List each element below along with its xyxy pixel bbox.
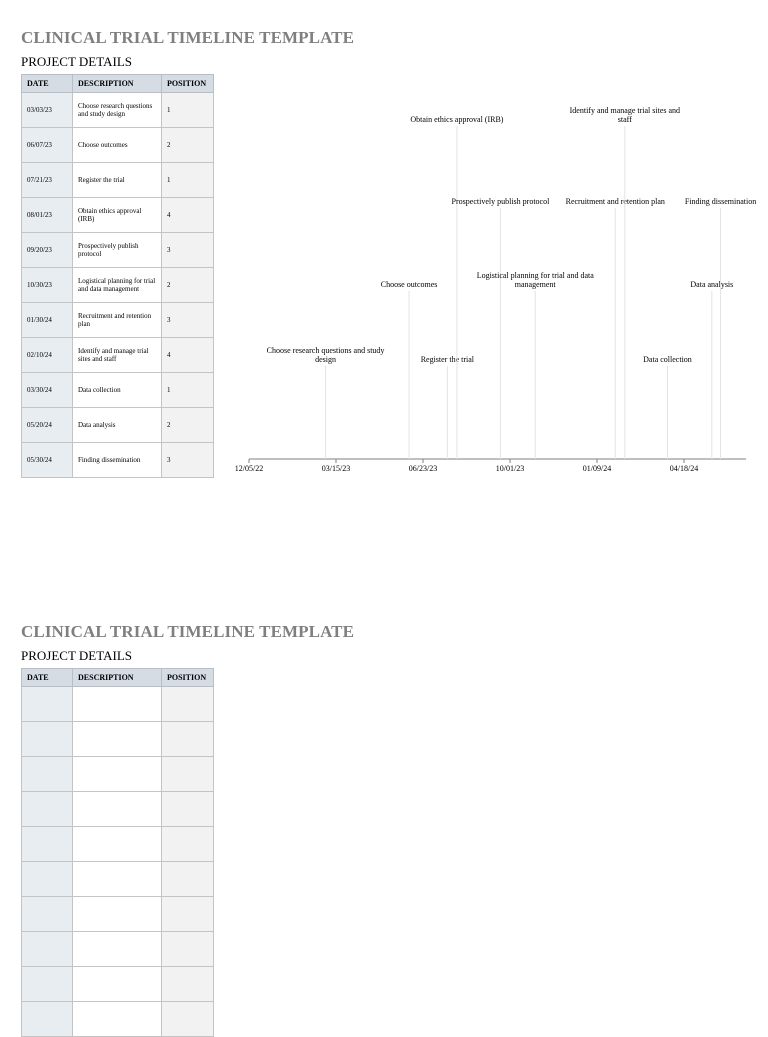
cell-description[interactable]: Choose outcomes — [73, 128, 162, 163]
cell-date[interactable]: 01/30/24 — [22, 303, 73, 338]
cell-date[interactable]: 10/30/23 — [22, 268, 73, 303]
cell-empty[interactable] — [73, 757, 162, 792]
cell-date[interactable]: 06/07/23 — [22, 128, 73, 163]
cell-date[interactable]: 02/10/24 — [22, 338, 73, 373]
cell-description[interactable]: Data analysis — [73, 408, 162, 443]
cell-position[interactable]: 2 — [162, 128, 214, 163]
cell-empty[interactable] — [162, 1002, 214, 1037]
cell-position[interactable]: 1 — [162, 93, 214, 128]
cell-description[interactable]: Finding dissemination — [73, 443, 162, 478]
cell-empty[interactable] — [22, 862, 73, 897]
cell-empty[interactable] — [73, 967, 162, 1002]
cell-description[interactable]: Identify and manage trial sites and staff — [73, 338, 162, 373]
cell-empty[interactable] — [162, 687, 214, 722]
cell-position[interactable]: 4 — [162, 198, 214, 233]
column-header-description: DESCRIPTION — [73, 669, 162, 687]
table-row-empty — [22, 792, 214, 827]
cell-empty[interactable] — [22, 757, 73, 792]
cell-position[interactable]: 3 — [162, 443, 214, 478]
cell-empty[interactable] — [22, 897, 73, 932]
cell-empty[interactable] — [73, 827, 162, 862]
cell-position[interactable]: 1 — [162, 163, 214, 198]
cell-description[interactable]: Recruitment and retention plan — [73, 303, 162, 338]
section-subtitle: PROJECT DETAILS — [21, 54, 133, 69]
table-row-empty — [22, 967, 214, 1002]
table-row-empty — [22, 827, 214, 862]
cell-empty[interactable] — [73, 792, 162, 827]
cell-empty[interactable] — [22, 687, 73, 722]
cell-position[interactable]: 3 — [162, 303, 214, 338]
cell-date[interactable]: 03/03/23 — [22, 93, 73, 128]
cell-description[interactable]: Data collection — [73, 373, 162, 408]
cell-empty[interactable] — [162, 757, 214, 792]
cell-empty[interactable] — [162, 862, 214, 897]
cell-position[interactable]: 4 — [162, 338, 214, 373]
cell-empty[interactable] — [22, 792, 73, 827]
cell-empty[interactable] — [162, 827, 214, 862]
column-header-date: DATE — [22, 669, 73, 687]
cell-description[interactable]: Prospectively publish protocol — [73, 233, 162, 268]
cell-empty[interactable] — [162, 967, 214, 1002]
cell-empty[interactable] — [162, 932, 214, 967]
x-tick-label: 12/05/22 — [234, 464, 264, 473]
table-row-empty — [22, 722, 214, 757]
milestone-label: Recruitment and retention plan — [565, 197, 665, 206]
cell-empty[interactable] — [73, 897, 162, 932]
cell-date[interactable]: 05/30/24 — [22, 443, 73, 478]
table-row-empty — [22, 687, 214, 722]
table-row-empty — [22, 1002, 214, 1037]
cell-position[interactable]: 2 — [162, 408, 214, 443]
cell-description[interactable]: Choose research questions and study design — [73, 93, 162, 128]
cell-empty[interactable] — [162, 897, 214, 932]
cell-description[interactable]: Obtain ethics approval (IRB) — [73, 198, 162, 233]
milestone-label: Obtain ethics approval (IRB) — [410, 115, 504, 124]
cell-position[interactable]: 1 — [162, 373, 214, 408]
table-row-empty — [22, 757, 214, 792]
cell-description[interactable]: Register the trial — [73, 163, 162, 198]
column-header-date: DATE — [22, 75, 73, 93]
x-tick-label: 04/18/24 — [669, 464, 699, 473]
cell-empty[interactable] — [22, 967, 73, 1002]
milestone-label: Choose outcomes — [380, 280, 438, 289]
milestone-label: Identify and manage trial sites and staff — [569, 106, 681, 124]
cell-empty[interactable] — [73, 1002, 162, 1037]
cell-date[interactable]: 08/01/23 — [22, 198, 73, 233]
column-header-description: DESCRIPTION — [73, 75, 162, 93]
cell-empty[interactable] — [22, 1002, 73, 1037]
table-row-empty — [22, 932, 214, 967]
cell-empty[interactable] — [73, 722, 162, 757]
x-tick-label: 01/09/24 — [582, 464, 612, 473]
milestone-label: Data analysis — [690, 280, 734, 289]
cell-empty[interactable] — [22, 932, 73, 967]
project-details-template-table — [21, 668, 214, 1037]
cell-empty[interactable] — [73, 862, 162, 897]
cell-position[interactable]: 3 — [162, 233, 214, 268]
milestone-label: Register the trial — [420, 355, 475, 364]
page-title: CLINICAL TRIAL TIMELINE TEMPLATE — [21, 28, 355, 47]
table-row-empty — [22, 897, 214, 932]
cell-empty[interactable] — [22, 722, 73, 757]
cell-position[interactable]: 2 — [162, 268, 214, 303]
cell-date[interactable]: 09/20/23 — [22, 233, 73, 268]
cell-date[interactable]: 03/30/24 — [22, 373, 73, 408]
milestone-label: Choose research questions and study design — [266, 346, 385, 364]
cell-empty[interactable] — [162, 792, 214, 827]
milestone-label: Data collection — [643, 355, 692, 364]
column-header-position: POSITION — [162, 669, 214, 687]
cell-date[interactable]: 05/20/24 — [22, 408, 73, 443]
section-subtitle-template: PROJECT DETAILS — [21, 648, 133, 663]
cell-empty[interactable] — [73, 932, 162, 967]
x-tick-label: 10/01/23 — [495, 464, 525, 473]
milestone-label: Finding dissemination — [684, 197, 757, 206]
cell-empty[interactable] — [22, 827, 73, 862]
cell-empty[interactable] — [162, 722, 214, 757]
x-tick-label: 03/15/23 — [321, 464, 351, 473]
cell-date[interactable]: 07/21/23 — [22, 163, 73, 198]
cell-description[interactable]: Logistical planning for trial and data management — [73, 268, 162, 303]
cell-empty[interactable] — [73, 687, 162, 722]
x-tick-label: 06/23/23 — [408, 464, 438, 473]
page-title-template: CLINICAL TRIAL TIMELINE TEMPLATE — [21, 622, 355, 641]
table-row-empty — [22, 862, 214, 897]
milestone-label: Logistical planning for trial and data management — [476, 271, 594, 289]
column-header-position: POSITION — [162, 75, 214, 93]
milestone-label: Prospectively publish protocol — [451, 197, 550, 206]
